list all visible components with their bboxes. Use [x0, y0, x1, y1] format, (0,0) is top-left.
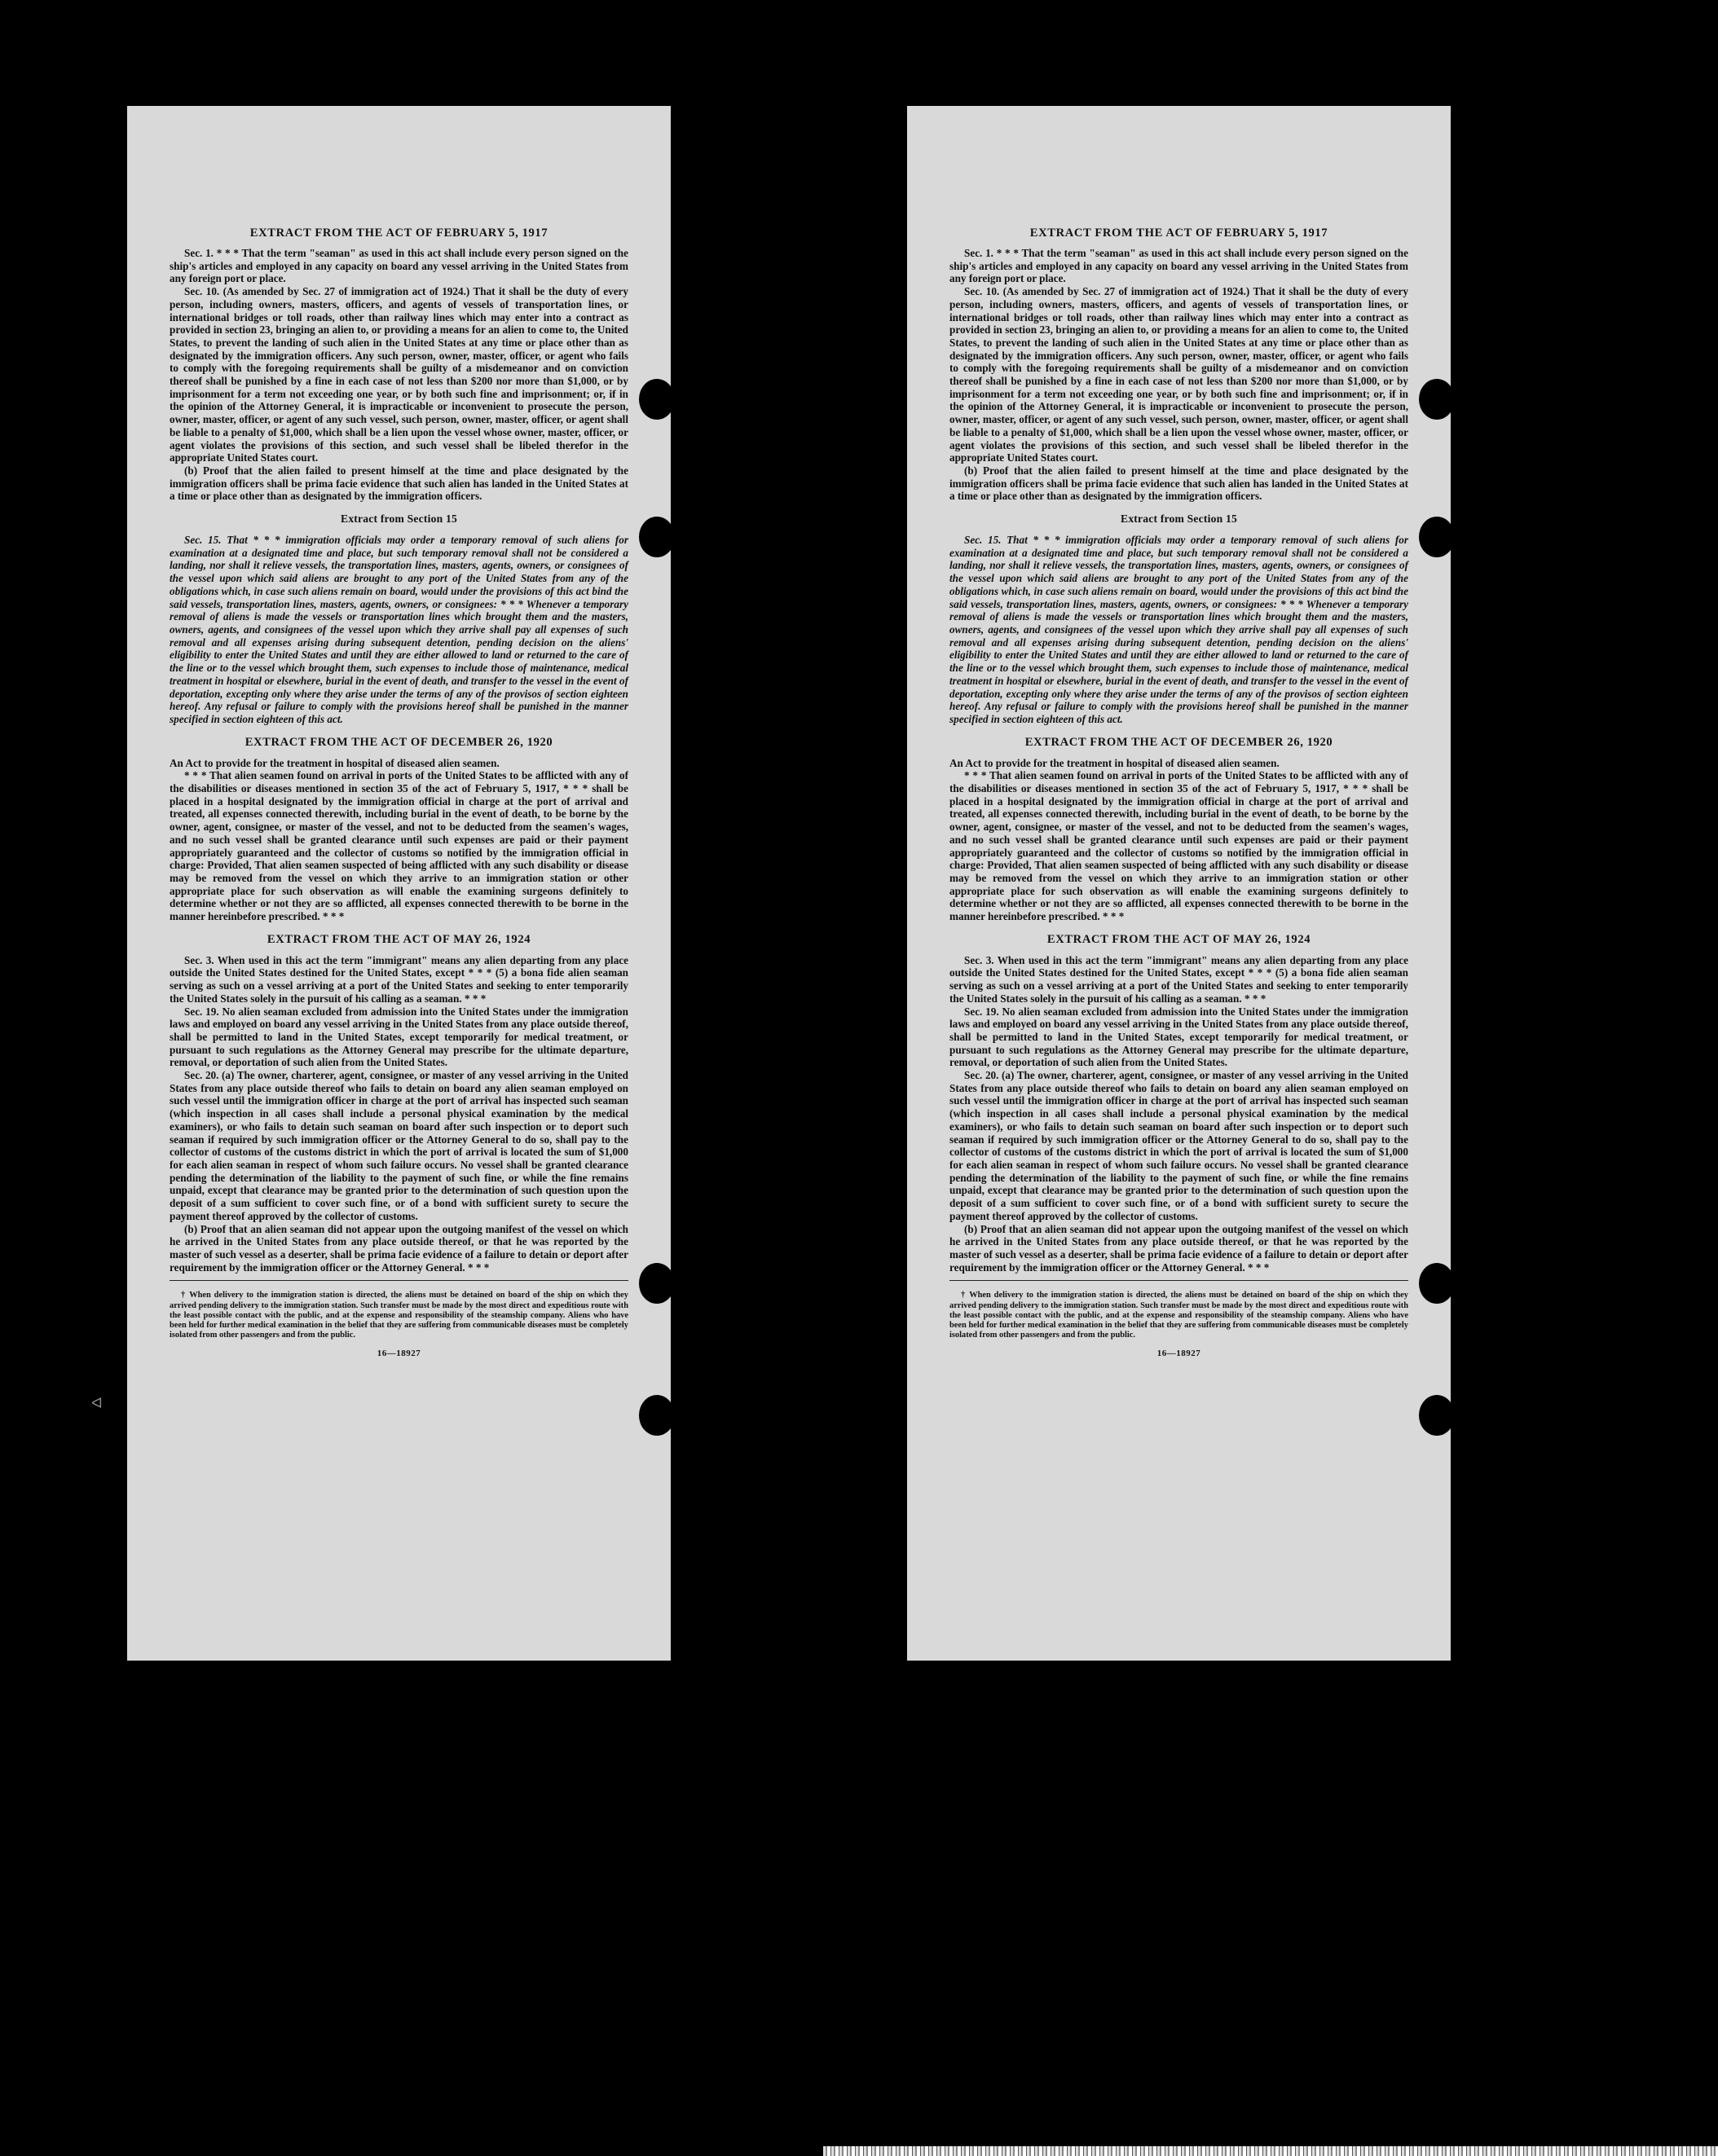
punch-hole [639, 1395, 675, 1436]
heading-act-1917: EXTRACT FROM THE ACT OF FEBRUARY 5, 1917 [1029, 227, 1328, 240]
act-1920-body: * * * That alien seamen found on arrival in ports of the United States to be afflicted with any of the disabilities or diseases mentioned in section 35 of the act of February 5, 1917, * * * shall be placed in a hospital designated by the immigration official in charge at the port of arrival and treated, all expenses connected therewith, including burial in the event of death, to be borne by the owner, agent, consignee, or master of the vessel, and not to be deducted from the seamen's wages, and no such vessel shall be granted clearance until such expenses are paid or their payment appropriately guaranteed and the collector of customs so notified by the immigration official in charge: Provided, That alien seamen suspected of being afflicted with any such disability or disease may be removed from the vessel on which they arrive to an immigration station or other appropriate place for such observation as will enable the examining surgeons definitely to determine whether or not they are so afflicted, all expenses connected therewith to be borne in the manner hereinbefore prescribed. * * * [949, 769, 1408, 923]
footnote-divider [949, 1280, 1408, 1281]
section-3: Sec. 3. When used in this act the term "immigrant" means any alien departing from any place outside the United States destined for the United States, except * * * (5) a bona fide alien seaman serving as such on a vessel arriving at a port of the United States and seeking to enter temporarily the United States solely in the pursuit of his calling as a seaman. * * * [170, 953, 628, 1005]
punch-hole [1419, 517, 1455, 557]
scan-edge-strip [823, 2146, 1718, 2156]
heading-act-1917: EXTRACT FROM THE ACT OF FEBRUARY 5, 1917 [249, 227, 548, 240]
section-1: Sec. 1. * * * That the term "seaman" as used in this act shall include every person signed on the ship's articles and employed in any capacity on board any vessel arriving in the United States from any foreign port or place. [170, 247, 628, 285]
section-3: Sec. 3. When used in this act the term "immigrant" means any alien departing from any place outside the United States destined for the United States, except * * * (5) a bona fide alien seaman serving as such on a vessel arriving at a port of the United States and seeking to enter temporarily the United States solely in the pursuit of his calling as a seaman. * * * [949, 953, 1408, 1005]
section-20b: (b) Proof that an alien seaman did not appear upon the outgoing manifest of the vessel on which he arrived in the United States from any place outside thereof, or that he was reported by the master of such vessel as a deserter, shall be prima facie evidence of a failure to detain or deport after requirement by the immigration officer or the Attorney General. * * * [949, 1222, 1408, 1274]
punch-hole [639, 1263, 675, 1304]
section-20: Sec. 20. (a) The owner, charterer, agent, consignee, or master of any vessel arriving in the United States from any place outside thereof who fails to detain on board any alien seaman employed on such vessel until the immigration officer in charge at the port of arrival has inspected such seaman (which inspection in all cases shall include a personal physical examination by the medical examiners), or who fails to detain such seaman on board after such inspection or to deport such seaman if required by such immigration officer or the Attorney General to do so, shall pay to the collector of customs of the customs district in which the port of arrival is located the sum of $1,000 for each alien seaman in respect of whom such failure occurs. No vessel shall be granted clearance pending the determination of the liability to the payment of such fine, or while the fine remains unpaid, except that clearance may be granted prior to the determination of such question upon the deposit of a sum sufficient to cover such fine, or of a bond with sufficient surety to secure the payment thereof approved by the collector of customs. [170, 1069, 628, 1222]
punch-hole [639, 517, 675, 557]
section-10b: (b) Proof that the alien failed to present himself at the time and place designated by the immigration officers shall be prima facie evidence that such alien has landed in the United States at a time or place other than as designated by the immigration officers. [949, 464, 1408, 503]
footnote-divider [170, 1280, 628, 1281]
section-20b: (b) Proof that an alien seaman did not appear upon the outgoing manifest of the vessel on which he arrived in the United States from any place outside thereof, or that he was reported by the master of such vessel as a deserter, shall be prima facie evidence of a failure to detain or deport after requirement by the immigration officer or the Attorney General. * * * [170, 1222, 628, 1274]
section-15: Sec. 15. That * * * immigration officials may order a temporary removal of such aliens for examination at a designated time and place, but such temporary removal shall not be considered a landing, nor shall it relieve vessels, the transportation lines, masters, agents, owners, or consignees of the vessel upon which said aliens are brought to any port of the United States from any of the obligations which, in case such aliens remain on board, would under the provisions of this act bind the said vessels, transportation lines, masters, agents, owners, or consignees: * * * Whenever a temporary removal of aliens is made the vessels or transportation lines which brought them and the masters, owners, agents, and consignees of the vessel upon which they arrive shall pay all expenses of such removal and all expenses arising during subsequent detention, pending decision on the aliens' eligibility to enter the United States and until they are either allowed to land or returned to the care of the line or to the vessel which brought them, such expenses to include those of maintenance, medical treatment in hospital or elsewhere, burial in the event of death, and transfer to the vessel in the event of deportation, excepting only where they arise under the terms of any of the provisos of section eighteen hereof. Any refusal or failure to comply with the provisions hereof shall be punished in the manner specified in section eighteen of this act. [170, 534, 628, 725]
punch-hole [1419, 1395, 1455, 1436]
document-page-right [907, 106, 1451, 1661]
section-10: Sec. 10. (As amended by Sec. 27 of immigration act of 1924.) That it shall be the duty of every person, including owners, masters, officers, and agents of vessels of transportation lines, or international bridges or toll roads, other than railway lines which may enter into a contract as provided in section 23, bringing an alien to, or providing a means for an alien to come to, the United States, to prevent the landing of such alien in the United States at any time or place other than as designated by the immigration officers. Any such person, owner, master, officer, or agent who fails to comply with the foregoing requirements shall be guilty of a misdemeanor and on conviction thereof shall be punished by a fine in each case of not less than $200 nor more than $1,000, or by imprisonment for a term not exceeding one year, or by both such fine and imprisonment; or, if in the opinion of the Attorney General, it is impracticable or inconvenient to prosecute the person, owner, master, officer, or agent of any such vessel, such person, owner, master, officer, or agent shall be liable to a penalty of $1,000, which shall be a lien upon the vessel whose owner, master, officer, or agent violates the provisions of this section, and such vessel shall be libeled therefor in the appropriate United States court. [949, 285, 1408, 464]
act-1920-title: An Act to provide for the treatment in hospital of diseased alien seamen. [170, 756, 500, 769]
footnote: † When delivery to the immigration station is directed, the aliens must be detained on board of the ship on which they arrived pending delivery to the immigration station. Such transfer must be made by the most direct and expeditious route with the least possible contact with the public, and at the expense and responsibility of the steamship company. Aliens who have been held for further medical examination in the belief that they are suffering from communicable diseases must be completely isolated from other passengers and from the public. [170, 1291, 628, 1340]
heading-act-1924: EXTRACT FROM THE ACT OF MAY 26, 1924 [267, 932, 531, 946]
section-15: Sec. 15. That * * * immigration officials may order a temporary removal of such aliens for examination at a designated time and place, but such temporary removal shall not be considered a landing, nor shall it relieve vessels, the transportation lines, masters, agents, owners, or consignees of the vessel upon which said aliens are brought to any port of the United States from any of the obligations which, in case such aliens remain on board, would under the provisions of this act bind the said vessels, transportation lines, masters, agents, owners, or consignees: * * * Whenever a temporary removal of aliens is made the vessels or transportation lines which brought them and the masters, owners, agents, and consignees of the vessel upon which they arrive shall pay all expenses of such removal and all expenses arising during subsequent detention, pending decision on the aliens' eligibility to enter the United States and until they are either allowed to land or returned to the care of the line or to the vessel which brought them, such expenses to include those of maintenance, medical treatment in hospital or elsewhere, burial in the event of death, and transfer to the vessel in the event of deportation, excepting only where they arise under the terms of any of the provisos of section eighteen hereof. Any refusal or failure to comply with the provisions hereof shall be punished in the manner specified in section eighteen of this act. [949, 534, 1408, 725]
form-code: 16—18927 [1156, 1349, 1201, 1359]
punch-hole [1419, 379, 1455, 420]
section-19: Sec. 19. No alien seaman excluded from admission into the United States under the immigration laws and employed on board any vessel arriving in the United States from any place outside thereof, shall be permitted to land in the United States, except temporarily for medical treatment, or pursuant to such regulations as the Attorney General may prescribe for the ultimate departure, removal, or deportation of such alien from the United States. [170, 1005, 628, 1069]
punch-hole [639, 379, 675, 420]
heading-section-15: Extract from Section 15 [341, 513, 457, 526]
section-20: Sec. 20. (a) The owner, charterer, agent, consignee, or master of any vessel arriving in the United States from any place outside thereof who fails to detain on board any alien seaman employed on such vessel until the immigration officer in charge at the port of arrival has inspected such seaman (which inspection in all cases shall include a personal physical examination by the medical examiners), or who fails to detain such seaman on board after such inspection or to deport such seaman if required by such immigration officer or the Attorney General to do so, shall pay to the collector of customs of the customs district in which the port of arrival is located the sum of $1,000 for each alien seaman in respect of whom such failure occurs. No vessel shall be granted clearance pending the determination of the liability to the payment of such fine, or while the fine remains unpaid, except that clearance may be granted prior to the determination of such question upon the deposit of a sum sufficient to cover such fine, or of a bond with sufficient surety to secure the payment thereof approved by the collector of customs. [949, 1069, 1408, 1222]
punch-hole [1419, 1263, 1455, 1304]
footnote: † When delivery to the immigration station is directed, the aliens must be detained on board of the ship on which they arrived pending delivery to the immigration station. Such transfer must be made by the most direct and expeditious route with the least possible contact with the public, and at the expense and responsibility of the steamship company. Aliens who have been held for further medical examination in the belief that they are suffering from communicable diseases must be completely isolated from other passengers and from the public. [949, 1291, 1408, 1340]
document-page-left [127, 106, 671, 1661]
section-1: Sec. 1. * * * That the term "seaman" as used in this act shall include every person signed on the ship's articles and employed in any capacity on board any vessel arriving in the United States from any foreign port or place. [949, 247, 1408, 285]
section-10b: (b) Proof that the alien failed to present himself at the time and place designated by the immigration officers shall be prima facie evidence that such alien has landed in the United States at a time or place other than as designated by the immigration officers. [170, 464, 628, 503]
heading-section-15: Extract from Section 15 [1121, 513, 1237, 526]
section-10: Sec. 10. (As amended by Sec. 27 of immigration act of 1924.) That it shall be the duty of every person, including owners, masters, officers, and agents of vessels of transportation lines, or international bridges or toll roads, other than railway lines which may enter into a contract as provided in section 23, bringing an alien to, or providing a means for an alien to come to, the United States, to prevent the landing of such alien in the United States at any time or place other than as designated by the immigration officers. Any such person, owner, master, officer, or agent who fails to comply with the foregoing requirements shall be guilty of a misdemeanor and on conviction thereof shall be punished by a fine in each case of not less than $200 nor more than $1,000, or by imprisonment for a term not exceeding one year, or by both such fine and imprisonment; or, if in the opinion of the Attorney General, it is impracticable or inconvenient to prosecute the person, owner, master, officer, or agent of any such vessel, such person, owner, master, officer, or agent shall be liable to a penalty of $1,000, which shall be a lien upon the vessel whose owner, master, officer, or agent violates the provisions of this section, and such vessel shall be libeled therefor in the appropriate United States court. [170, 285, 628, 464]
heading-act-1920: EXTRACT FROM THE ACT OF DECEMBER 26, 1920 [1024, 735, 1333, 749]
scanner-mark-icon: ᐊ [91, 1395, 103, 1412]
heading-act-1920: EXTRACT FROM THE ACT OF DECEMBER 26, 1920 [244, 735, 553, 749]
heading-act-1924: EXTRACT FROM THE ACT OF MAY 26, 1924 [1046, 932, 1311, 946]
act-1920-title: An Act to provide for the treatment in hospital of diseased alien seamen. [949, 756, 1280, 769]
section-19: Sec. 19. No alien seaman excluded from admission into the United States under the immigration laws and employed on board any vessel arriving in the United States from any place outside thereof, shall be permitted to land in the United States, except temporarily for medical treatment, or pursuant to such regulations as the Attorney General may prescribe for the ultimate departure, removal, or deportation of such alien from the United States. [949, 1005, 1408, 1069]
act-1920-body: * * * That alien seamen found on arrival in ports of the United States to be afflicted with any of the disabilities or diseases mentioned in section 35 of the act of February 5, 1917, * * * shall be placed in a hospital designated by the immigration official in charge at the port of arrival and treated, all expenses connected therewith, including burial in the event of death, to be borne by the owner, agent, consignee, or master of the vessel, and not to be deducted from the seamen's wages, and no such vessel shall be granted clearance until such expenses are paid or their payment appropriately guaranteed and the collector of customs so notified by the immigration official in charge: Provided, That alien seamen suspected of being afflicted with any such disability or disease may be removed from the vessel on which they arrive to an immigration station or other appropriate place for such observation as will enable the examining surgeons definitely to determine whether or not they are so afflicted, all expenses connected therewith to be borne in the manner hereinbefore prescribed. * * * [170, 769, 628, 923]
form-code: 16—18927 [377, 1349, 421, 1359]
